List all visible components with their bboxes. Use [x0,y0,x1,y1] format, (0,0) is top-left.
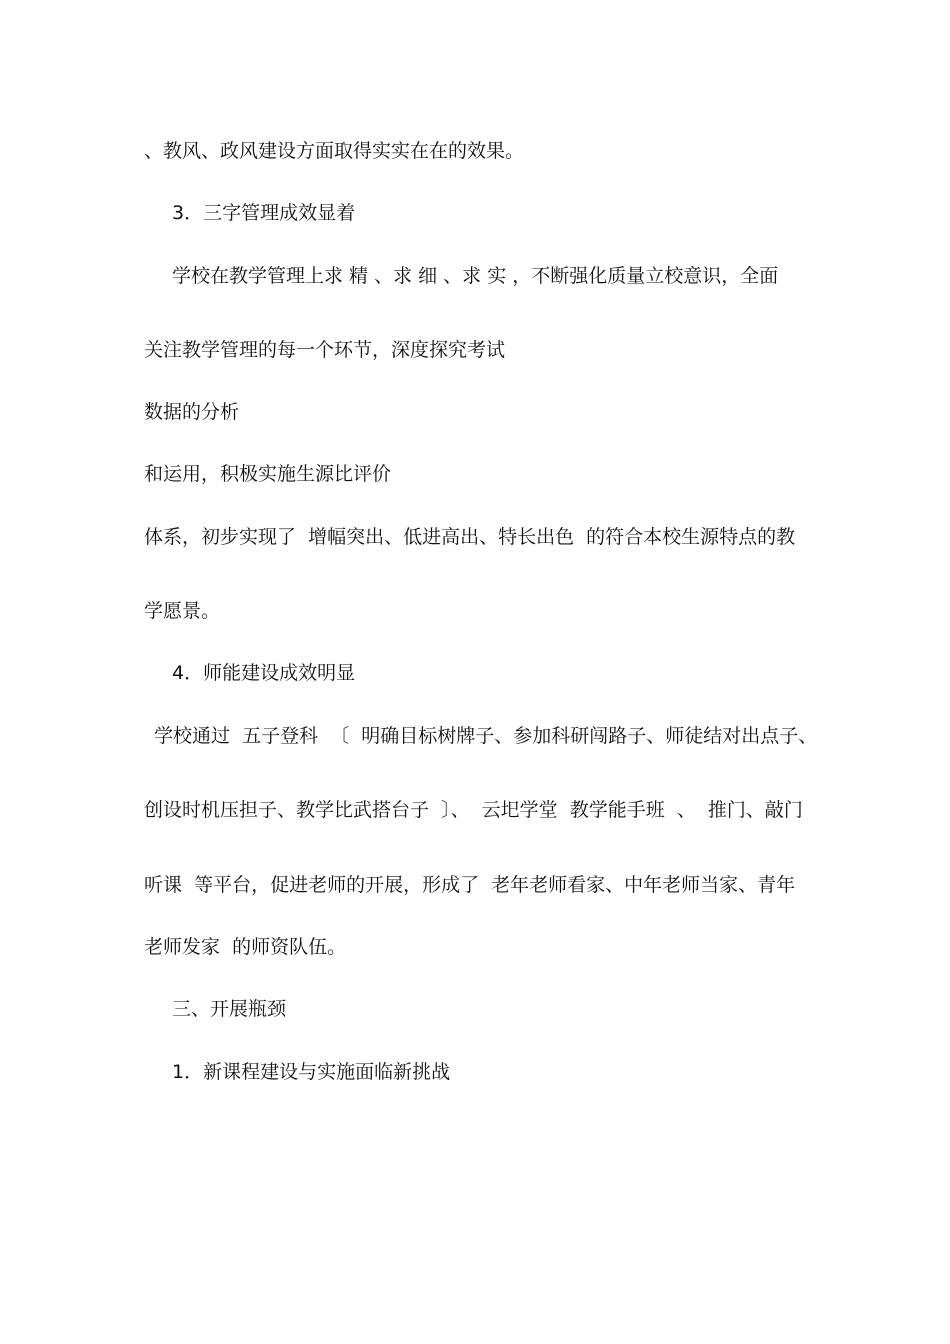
paragraph-line: 、教风、政风建设方面取得实实在在的效果。 [144,140,525,162]
section-heading: 三、开展瓶颈 [172,998,287,1020]
section-heading: 3．三字管理成效显着 [172,202,356,224]
paragraph-line: 学愿景。 [144,600,221,622]
paragraph-line: 听课 等平台，促进老师的开展，形成了 老年老师看家、中年老师当家、青年 [144,874,796,896]
paragraph-line: 和运用，积极实施生源比评价 [144,463,392,485]
paragraph-line: 创设时机压担子、教学比武搭台子 〕、 云圯学堂 教学能手班 、 推门、敲门 [144,799,803,821]
section-heading: 1．新课程建设与实施面临新挑战 [172,1061,451,1083]
paragraph-line: 体系，初步实现了 增幅突出、低进高出、特长出色 的符合本校生源特点的教 [144,526,796,548]
paragraph-line: 数据的分析 [144,401,240,423]
paragraph-line: 学校通过 五子登科 〔 明确目标树牌子、参加科研闯路子、师徒结对出点子、 [154,725,818,747]
paragraph-line: 关注教学管理的每一个环节，深度探究考试 [144,339,506,361]
paragraph-line: 老师发家 的师资队伍。 [144,936,347,958]
section-heading: 4．师能建设成效明显 [172,662,356,684]
paragraph-line: 学校在教学管理上求 精 、求 细 、求 实 ，不断强化质量立校意识，全面 [172,265,779,287]
